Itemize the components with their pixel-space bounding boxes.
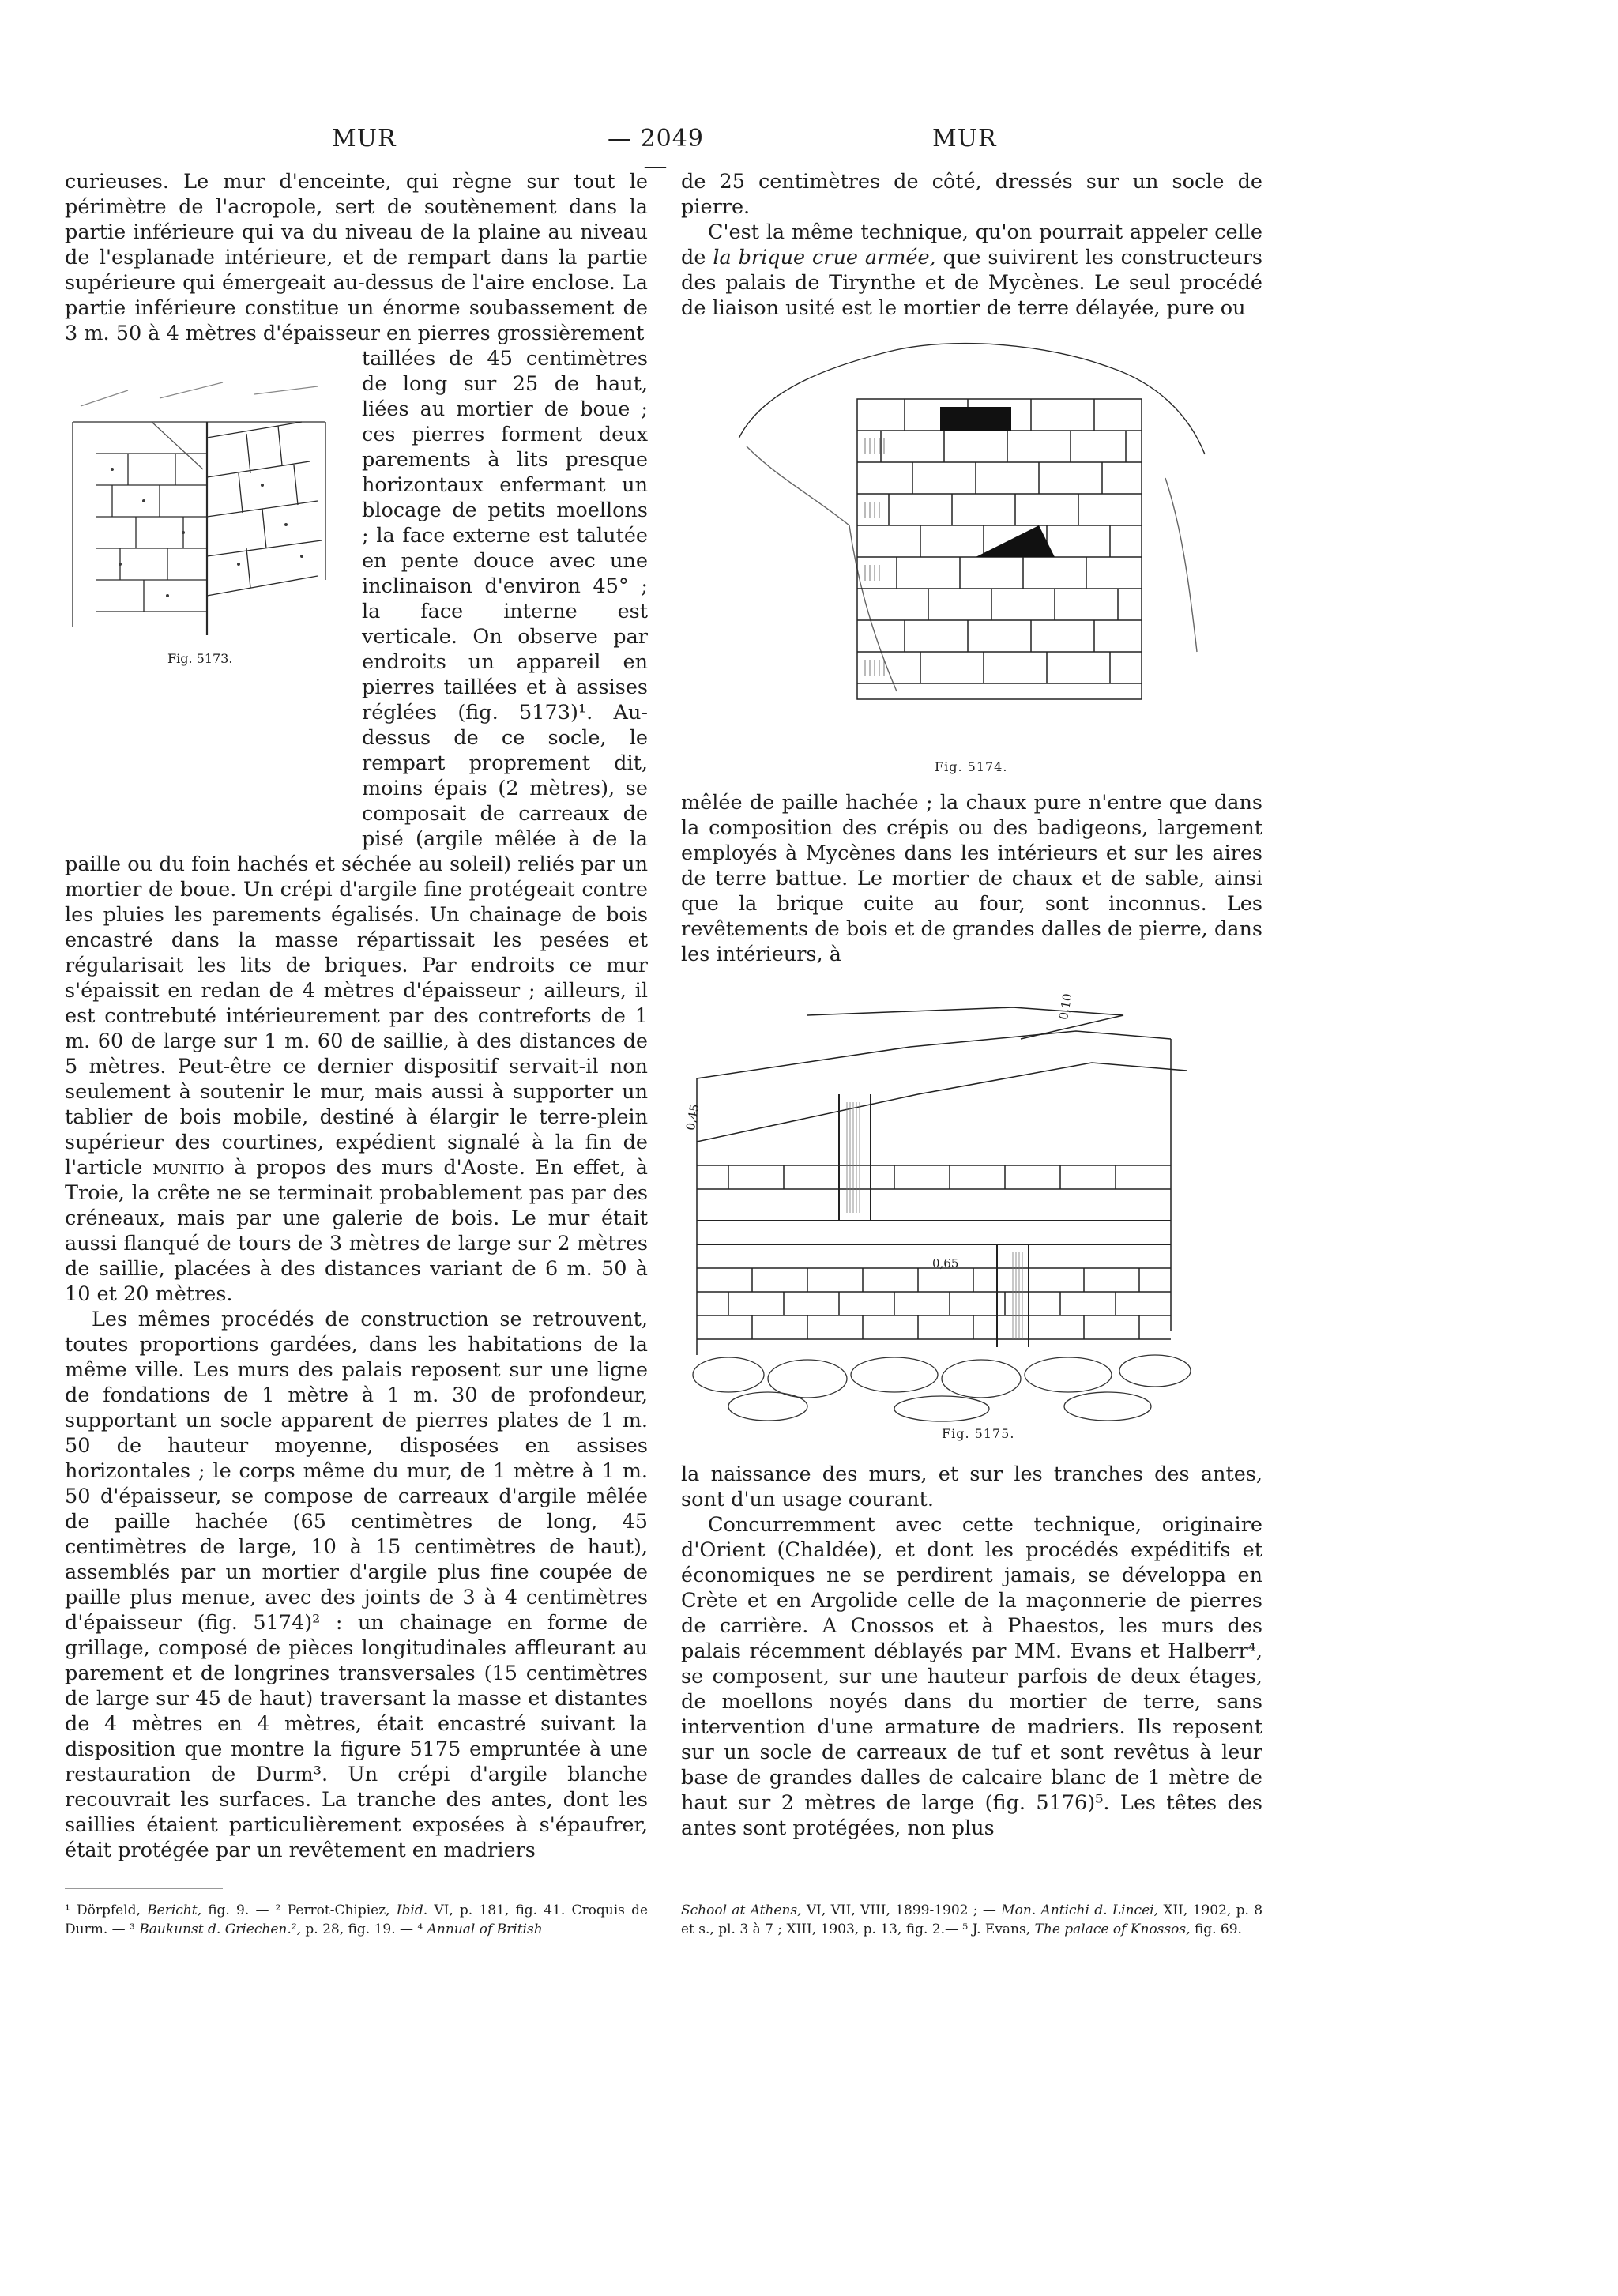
figure-5174	[715, 320, 1229, 774]
paragraph	[65, 169, 648, 346]
footnote-title: The palace of Knossos,	[1034, 1921, 1191, 1937]
dimension-label: 0,65	[932, 1256, 959, 1270]
footnote-text: XII, 1902, p. 8 et s., pl. 3 à 7 ; XIII, 1903, p. 13, fig. 2.— ⁵ J. Evans,	[681, 1903, 1263, 1937]
footnotes-right	[681, 1901, 1262, 1939]
footnote-title: Baukunst d. Griechen.²,	[139, 1921, 301, 1937]
page-number: — 2049 —	[608, 125, 704, 180]
figure-5173	[65, 346, 351, 832]
paragraph-text: curieuses. Le mur d'enceinte, qui règne sur tout le périmètre de l'acropole, sert de soutènement dans la partie inférieure qui va du niveau de la plaine au niveau de l'esplanade intérieure, et de rempart dans la partie supérieure qui émergeait au-dessus de l'aire enclose. La partie inférieure constitue un énorme soubassement de 3 m. 50 à 4 mètres d'épaisseur en pierres grossièrement	[65, 170, 648, 345]
figure-caption: Fig. 5175.	[942, 1426, 1015, 1441]
paragraph-text: C'est la même technique, qu'on pourrait appeler celle de	[681, 220, 1262, 269]
footnote-text: fig. 69.	[1194, 1921, 1242, 1937]
paragraph-text: Les mêmes procédés de construction se retrouvent, toutes proportions gardées, dans les habitations de la même ville. Les murs des palais reposent sur une ligne de fondations de 1 mètre à 1 m. 30 de profondeur, supportant un socle apparent de pierres plates de 1 m. 50 de hauteur moyenne, disposées en assises horizontales ; le corps même du mur, de 1 mètre à 1 m. 50 d'épaisseur, se compose de carreaux d'argile mêlée de paille hachée (65 centimètres de long, 45 centimètres de large, 10 à 15 centimètres de haut), assemblés par un mortier d'argile plus fine coupée de paille plus menue, avec des joints de 3 à 4 centimètres d'épaisseur (fig. 5174)² : un chainage en forme de grillage, composé de pièces longitudinales affleurant au parement et de longrines transversales (15 centimètres de large sur 45 de haut) traversant la masse et distantes de 4 mètres en 4 mètres, était encastré suivant la disposition que montre la figure 5175 empruntée à une restauration de Durm³. Un crépi d'argile blanche recouvrait les surfaces. La tranche des antes, dont les saillies étaient particulièrement exposées à s'épaufrer, était protégée par un revêtement en madriers	[65, 1308, 648, 1862]
right-column-bottom	[681, 1462, 1262, 1841]
right-column-middle	[681, 790, 1262, 967]
running-head-left: MUR	[332, 125, 397, 152]
footnote-title: Ibid.	[396, 1903, 428, 1918]
footnote-text: VI, VII, VIII, 1899-1902 ; —	[806, 1903, 996, 1918]
paragraph-text: Concurremment avec cette technique, originaire d'Orient (Chaldée), et dont les procédés expéditifs et économiques ne se perdirent jamais, se développa en Crète et en Argolide celle de la maçonnerie de pierres de carrière. A Cnossos et à Phaestos, les murs des palais récemment déblayés par MM. Evans et Halberr⁴, se composent, sur une hauteur parfois de deux étages, de moellons noyés dans du mortier de terre, sans intervention d'une armature de madriers. Ils reposent sur un socle de carreaux de tuf et sont revêtus à leur base de grandes dalles de calcaire blanc de 1 mètre de haut sur 2 mètres de large (fig. 5176)⁵. Les têtes des antes sont protégées, non plus	[681, 1513, 1262, 1840]
running-head-right: MUR	[932, 125, 997, 152]
figure-caption: Fig. 5174.	[935, 759, 1008, 774]
paragraph	[681, 220, 1262, 321]
footnote-title: Mon. Antichi d. Lincei,	[1001, 1903, 1158, 1918]
paragraph-text: taillées de 45 centimètres de long sur 25 de haut, liées au mortier de boue ; ces pierres forment deux parements à lits presque horizontaux enfermant un blocage de petits moellons ; la face externe est talutée en pente douce avec une inclinaison d'environ 45° ; la face interne est verticale. On observe par endroits un appareil en pierres taillées et à assises réglées (fig. 5173)¹. Au-dessus de ce socle, le rempart proprement dit, moins épais (2 mètres), se composait de carreaux de pisé (argile mêlée à de la paille ou du foin hachés et séchée au soleil) reliés par un mortier de boue. Un crépi d'argile fine protégeait contre les pluies les parements égalisés. Un chainage de bois encastré dans la masse répartissait les pesées et régularisait les lits de briques. Par endroits ce mur s'épaissit en redan de 4 mètres d'épaisseur ; ailleurs, il est contrebuté intérieurement par des contreforts de 1 m. 60 de large sur 1 m. 60 de saillie, à des distances de 5 mètres. Peut-être ce dernier dispositif servait-il non seulement à soutenir le mur, mais aussi à supporter un tablier de bois mobile, destiné à élargir le terre-plein supérieur des courtines, expédient signalé à la fin de l'article	[65, 347, 648, 1180]
footnote-text: p. 28, fig. 19. — ⁴	[305, 1921, 423, 1937]
footnote-title: Bericht,	[147, 1903, 201, 1918]
footnote-title: School at Athens,	[681, 1903, 802, 1918]
paragraph	[681, 790, 1262, 967]
footnote-text: ¹ Dörpfeld,	[65, 1903, 141, 1918]
paragraph	[681, 1512, 1262, 1841]
footnote-text: fig. 9. — ² Perrot-Chipiez,	[208, 1903, 390, 1918]
left-column	[65, 169, 648, 1863]
paragraph	[681, 1462, 1262, 1512]
emphasis: la brique crue armée,	[713, 246, 936, 269]
mud-brick-wall-illustration	[715, 320, 1229, 762]
article-reference: munitio	[152, 1156, 224, 1180]
timber-laced-wall-illustration	[681, 984, 1250, 1426]
paragraph-text: de 25 centimètres de côté, dressés sur un socle de pierre.	[681, 170, 1262, 219]
paragraph-text: mêlée de paille hachée ; la chaux pure n'entre que dans la composition des crépis ou des badigeons, largement employés à Mycènes dans les intérieurs et sur les aires de terre battue. Le mortier de chaux et de sable, ainsi que la brique cuite au four, sont inconnus. Les revêtements de bois et de grandes dalles de pierre, dans les intérieurs, à	[681, 791, 1262, 966]
wall-masonry-illustration	[65, 375, 341, 643]
footnote-title: Annual of British	[427, 1921, 543, 1937]
paragraph-text: la naissance des murs, et sur les tranches des antes, sont d'un usage courant.	[681, 1462, 1262, 1511]
footnote-rule	[65, 1888, 223, 1889]
figure-caption: Fig. 5173.	[167, 651, 233, 666]
paragraph-text: à propos des murs d'Aoste. En effet, à Troie, la crête ne se terminait probablement pas par des créneaux, mais par une galerie de bois. Le mur était aussi flanqué de tours de 3 mètres de large sur 2 mètres de saillie, placées à des distances variant de 6 m. 50 à 10 et 20 mètres.	[65, 1156, 648, 1306]
right-column-top	[681, 169, 1262, 321]
dimension-label: 0,10	[1055, 992, 1075, 1022]
footnotes-left	[65, 1901, 648, 1939]
paragraph	[65, 1307, 648, 1863]
paragraph-text: que suivirent les constructeurs des palais de Tirynthe et de Mycènes. Le seul procédé de liaison usité est le mortier de terre délayée, pure ou	[681, 246, 1262, 320]
footnote-text: VI, p. 181, fig. 41. Croquis de Durm. — ³	[65, 1903, 649, 1937]
figure-5175	[681, 984, 1250, 1441]
dimension-label: 0,45	[683, 1102, 702, 1132]
paragraph	[681, 169, 1262, 220]
